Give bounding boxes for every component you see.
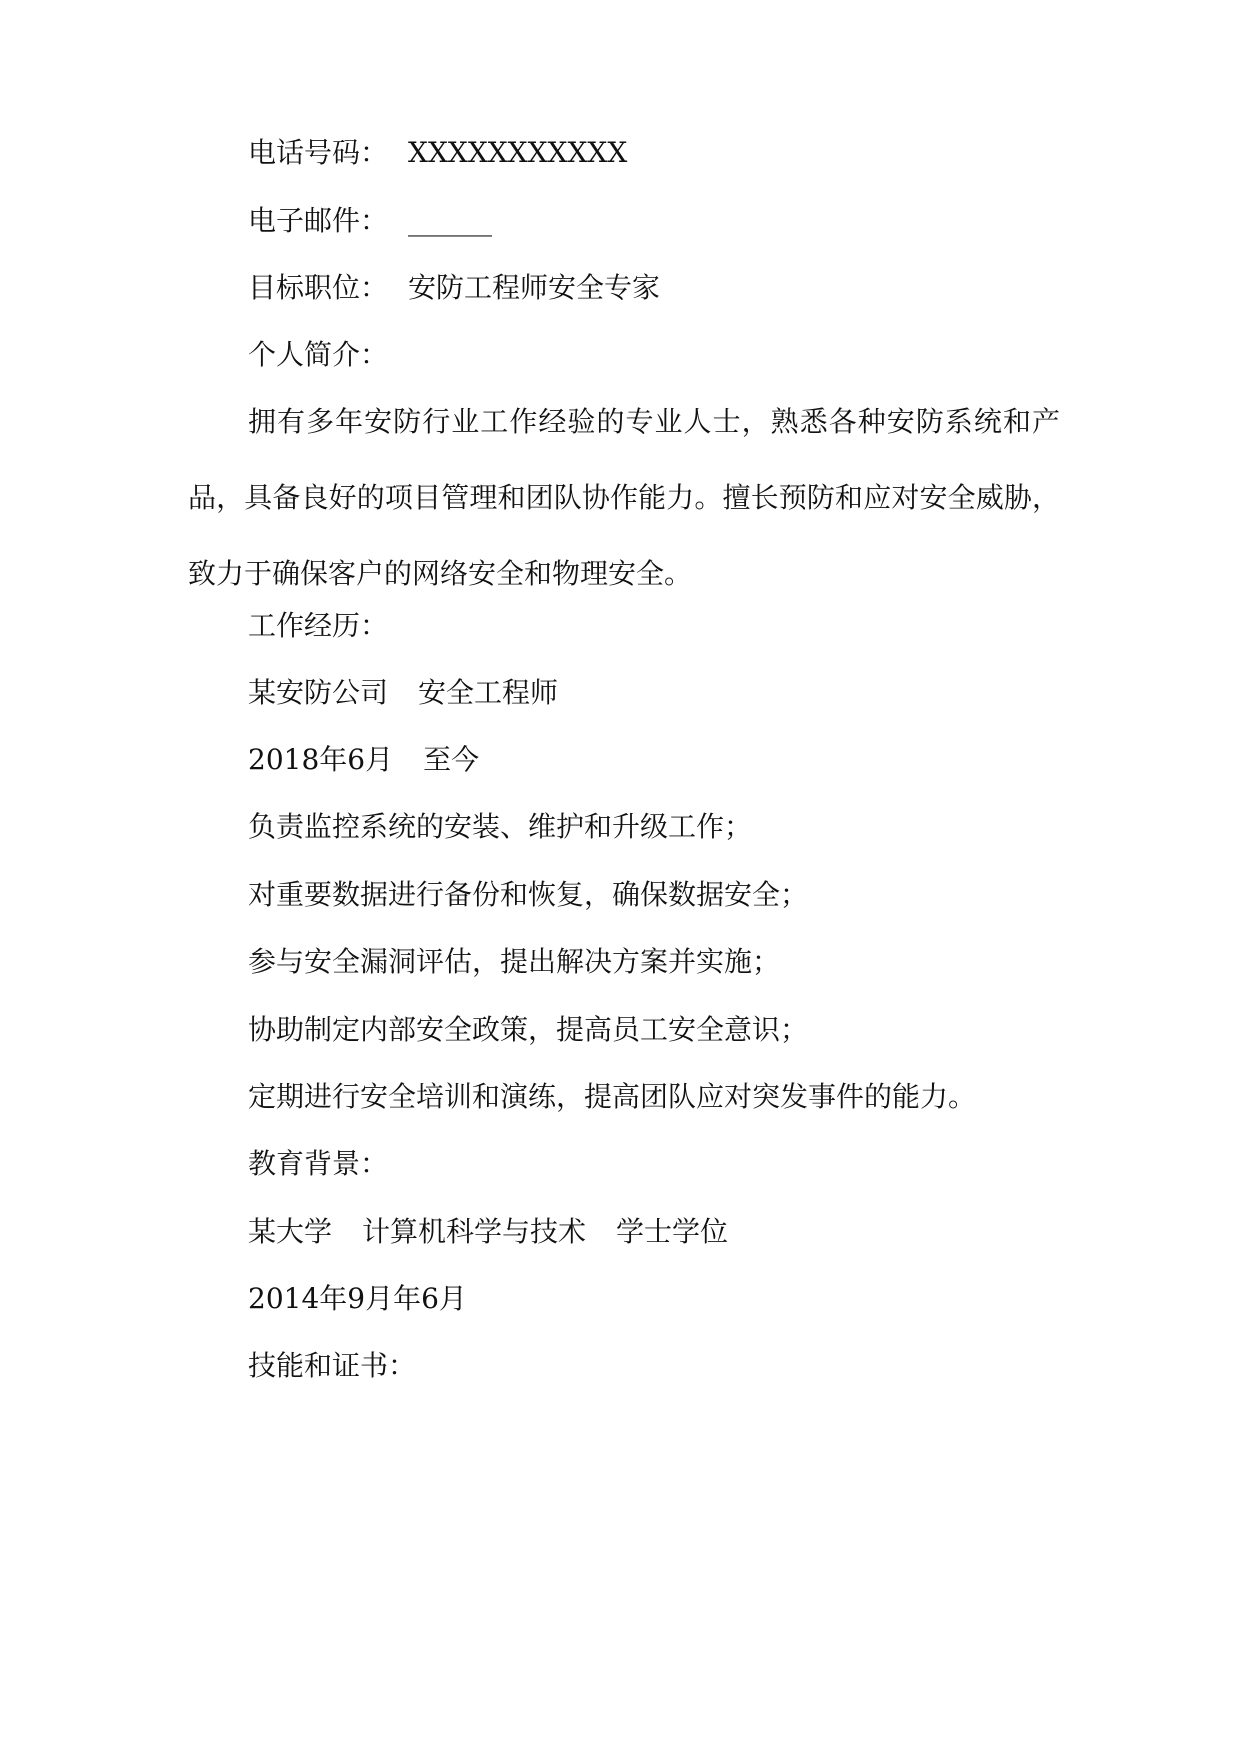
phone-row <box>248 136 627 170</box>
profile-paragraph: 拥有多年安防行业工作经验的专业人士，熟悉各种安防系统和产品，具备良好的项目管理和团队协作能力。擅长预防和应对安全威胁，致力于确保客户的网络安全和物理安全。 <box>188 405 1060 590</box>
duty-item: 负责监控系统的安装、维护和升级工作； <box>248 810 753 843</box>
email-row <box>248 204 492 238</box>
target-position-label: 目标职位： <box>248 271 389 304</box>
education-heading: 教育背景： <box>248 1147 389 1180</box>
experience-heading: 工作经历： <box>248 609 389 642</box>
skills-heading: 技能和证书： <box>248 1349 417 1382</box>
email-value: ______ <box>408 204 493 237</box>
education-row <box>248 1215 728 1249</box>
phone-value: XXXXXXXXXXX <box>408 136 628 169</box>
major-name: 计算机科学与技术 <box>362 1215 587 1248</box>
period-start: 2018年6月 <box>248 743 394 776</box>
duty-item: 定期进行安全培训和演练，提高团队应对突发事件的能力。 <box>248 1080 977 1113</box>
target-position-row <box>248 271 660 305</box>
email-label: 电子邮件： <box>248 204 389 237</box>
degree-name: 学士学位 <box>616 1215 729 1248</box>
education-period: 2014年9月年6月 <box>248 1282 467 1315</box>
company-name: 某安防公司 <box>248 676 389 709</box>
experience-company-row <box>248 676 558 710</box>
duty-item: 协助制定内部安全政策，提高员工安全意识； <box>248 1013 809 1046</box>
experience-period-row <box>248 743 479 777</box>
duty-item: 对重要数据进行备份和恢复，确保数据安全； <box>248 878 809 911</box>
period-end: 至今 <box>423 743 480 776</box>
target-position-value: 安防工程师安全专家 <box>408 271 661 304</box>
school-name: 某大学 <box>248 1215 333 1248</box>
profile-heading: 个人简介： <box>248 338 389 371</box>
job-title: 安全工程师 <box>418 676 559 709</box>
duty-item: 参与安全漏洞评估，提出解决方案并实施； <box>248 945 781 978</box>
phone-label: 电话号码： <box>248 136 389 169</box>
